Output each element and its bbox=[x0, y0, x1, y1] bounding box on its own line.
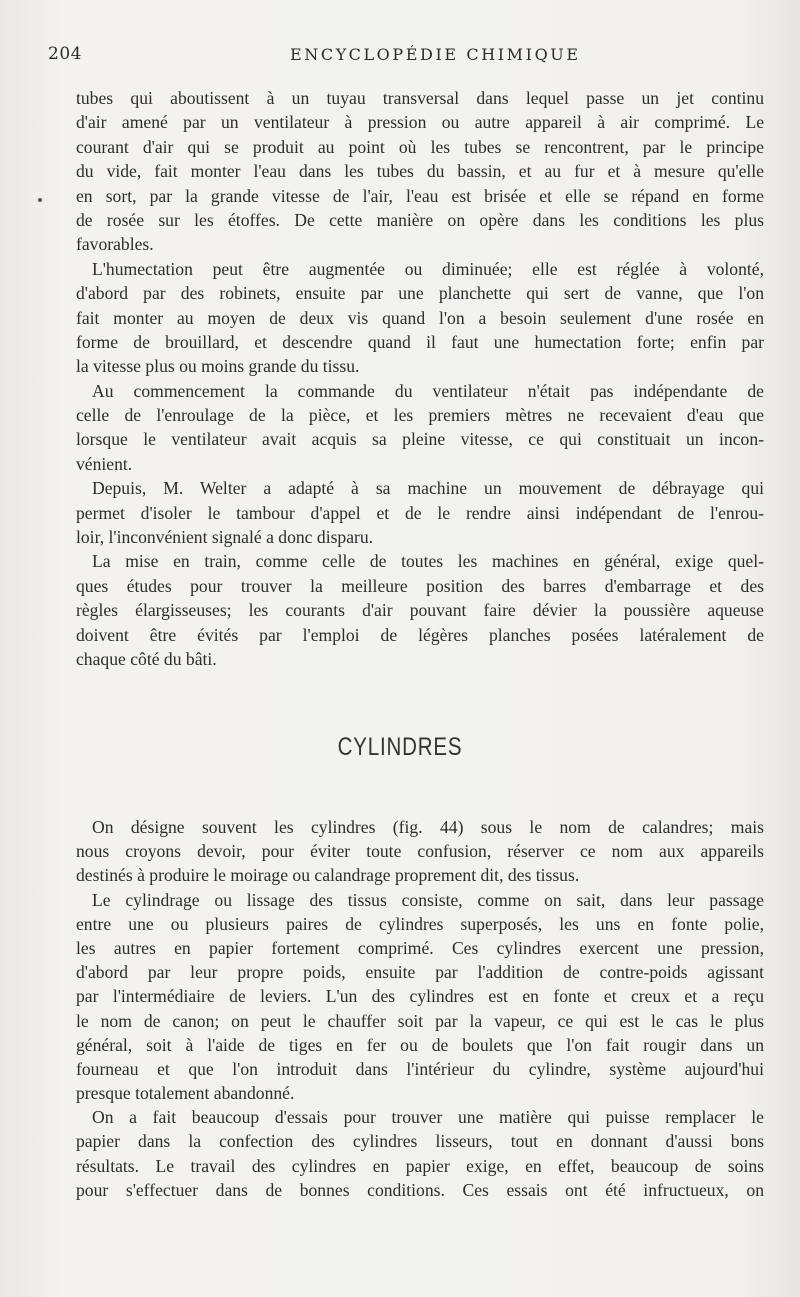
text-line: La mise en train, comme celle de toutes les machines en général, exige quel- bbox=[92, 551, 764, 572]
text-line: pour s'effectuer dans de bonnes conditions. Ces essais ont été infructueux, on bbox=[76, 1179, 764, 1200]
text-line: L'humectation peut être augmentée ou diminuée; elle est réglée à volonté, bbox=[92, 258, 764, 279]
text-line: entre une ou plusieurs paires de cylindres superposés, les uns en fonte polie, bbox=[76, 913, 764, 934]
text-line: d'abord par des robinets, ensuite par une planchette qui sert de vanne, que l'on bbox=[76, 283, 764, 304]
text-line: On a fait beaucoup d'essais pour trouver une matière qui puisse remplacer le bbox=[92, 1107, 764, 1128]
text-line: résultats. Le travail des cylindres en papier exige, en effet, beaucoup de soins bbox=[76, 1155, 764, 1176]
text-line: celle de l'enroulage de la pièce, et les premiers mètres ne recevaient d'eau que bbox=[76, 405, 764, 426]
text-line: presque totalement abandonné. bbox=[76, 1083, 295, 1104]
section-title: CYLINDRES bbox=[337, 733, 463, 761]
text-line: forme de brouillard, et descendre quand il faut une humectation forte; enfin par bbox=[76, 331, 764, 352]
text-line: tubes qui aboutissent à un tuyau transversal dans lequel passe un jet continu bbox=[76, 88, 764, 108]
text-line: loir, l'inconvénient signalé a donc disparu. bbox=[76, 527, 374, 548]
text-line: règles élargisseuses; les courants d'air pouvant faire dévier la poussière aqueuse bbox=[76, 600, 764, 621]
text-line: général, soit à l'aide de tiges en fer ou de boulets que l'on fait rougir dans un bbox=[76, 1034, 764, 1055]
text-line: favorables. bbox=[76, 234, 154, 255]
text-line: ques études pour trouver la meilleure position des barres d'embarrage et des bbox=[76, 575, 764, 596]
running-title: ENCYCLOPÉDIE CHIMIQUE bbox=[290, 45, 581, 64]
text-line: nous croyons devoir, pour éviter toute confusion, réserver ce nom aux appareils bbox=[76, 841, 764, 862]
text-line: fourneau et que l'on introduit dans l'intérieur du cylindre, système aujourd'hui bbox=[76, 1058, 764, 1079]
text-block-bottom bbox=[76, 815, 764, 1202]
text-line: On désigne souvent les cylindres (fig. 44) sous le nom de calandres; mais bbox=[92, 817, 764, 837]
text-line: par l'intermédiaire de leviers. L'un des cylindres est en fonte et creux et a reçu bbox=[76, 986, 764, 1007]
text-line: en sort, par la grande vitesse de l'air, l'eau est brisée et elle se répand en forme bbox=[76, 185, 764, 206]
text-line: les autres en papier fortement comprimé. Ces cylindres exercent une pression, bbox=[76, 937, 764, 958]
margin-dot bbox=[38, 198, 42, 202]
text-line: d'abord par leur propre poids, ensuite par l'addition de contre-poids agissant bbox=[76, 962, 764, 983]
text-line: Depuis, M. Welter a adapté à sa machine un mouvement de débrayage qui bbox=[92, 478, 764, 499]
text-line: papier dans la confection des cylindres lisseurs, tout en donnant d'aussi bons bbox=[76, 1131, 764, 1152]
text-line: fait monter au moyen de deux vis quand l'on a besoin seulement d'une rosée en bbox=[76, 307, 764, 328]
text-line: permet d'isoler le tambour d'appel et de le rendre ainsi indépendant de l'enrou- bbox=[76, 502, 764, 523]
page-number: 204 bbox=[48, 44, 82, 64]
text-line: Au commencement la commande du ventilateur n'était pas indépendante de bbox=[92, 380, 764, 401]
text-line: le nom de canon; on peut le chauffer soit par la vapeur, ce qui est le cas le plus bbox=[76, 1010, 764, 1031]
text-line: d'air amené par un ventilateur à pression ou autre appareil à air comprimé. Le bbox=[76, 112, 764, 133]
text-line: chaque côté du bâti. bbox=[76, 648, 217, 669]
text-line: la vitesse plus ou moins grande du tissu. bbox=[76, 356, 360, 377]
text-line: vénient. bbox=[76, 453, 133, 474]
page-header bbox=[0, 44, 800, 74]
text-line: Le cylindrage ou lissage des tissus consiste, comme on sait, dans leur passage bbox=[92, 889, 764, 910]
text-block-top bbox=[76, 86, 764, 671]
text-line: courant d'air qui se produit au point où les tubes se rencontrent, par le principe bbox=[76, 136, 764, 157]
text-line: de rosée sur les étoffes. De cette manière on opère dans les conditions les plus bbox=[76, 209, 764, 230]
text-line: doivent être évités par l'emploi de légères planches posées latéralement de bbox=[76, 624, 764, 645]
text-line: lorsque le ventilateur avait acquis sa pleine vitesse, ce qui constituait un incon- bbox=[76, 429, 764, 450]
text-line: du vide, fait monter l'eau dans les tubes du bassin, et au fur et à mesure qu'elle bbox=[76, 161, 764, 182]
text-line: destinés à produire le moirage ou calandrage proprement dit, des tissus. bbox=[76, 865, 580, 886]
